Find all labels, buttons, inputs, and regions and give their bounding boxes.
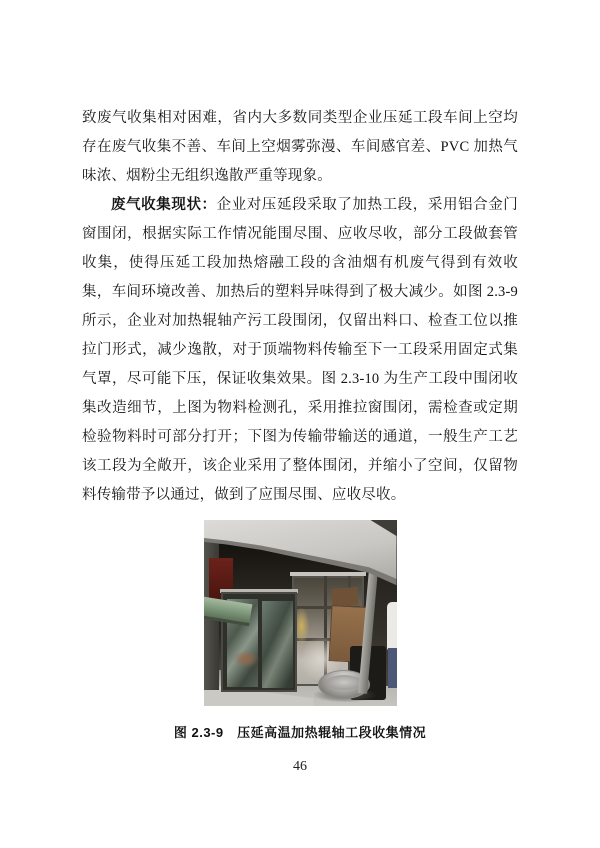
paragraph-waste-gas-problems: 致废气收集相对困难，省内大多数同类型企业压延工段车间上空均存在废气收集不善、车间上空烟雾弥漫、车间感官差、PVC 加热气味浓、烟粉尘无组织逸散严重等现象。 [82, 110, 518, 184]
photo-industrial-enclosure [204, 520, 397, 706]
photo-steel-bowl-inner [326, 675, 362, 690]
photo-cardboard-small [331, 587, 358, 607]
paragraph-body-text: 企业对压延段采取了加热工段，采用铝合金门窗围闭，根据实际工作情况能围尽围、应收尽收，部分工段做套管收集，使得压延工段加热熔融工段的含油烟有机废气得到有效收集，车间环境改善、加热后的塑料异味得到了极大减少。如图 2.3-9 所示，企业对加热辊轴产污工段围闭，仅留出料口、检查工位以推拉门形式，减少逸散，对于顶端物料传输至下一工段采用固定式集气罩，尽可能下压，保证收集效果。图 2.3-10 为生产工段中围闭收集改造细节，上图为物料检测孔，采用推拉窗围闭，需检查或定期检验物料时可部分打开；下图为传输带输送的通道，一般生产工艺该工段为全敞开，该企业采用了整体围闭，并缩小了空间，仅留物料传输带予以通过，做到了应围尽围、应收尽收。 [82, 197, 518, 503]
photo-door-reflection [232, 650, 260, 668]
page-number: 46 [293, 759, 307, 774]
figure-2-3-9 [0, 520, 600, 741]
photo-person-shirt [387, 602, 397, 650]
photo-person-pants [388, 648, 397, 688]
paragraph-collection-status [82, 191, 518, 510]
photo-door-glass-right [262, 601, 293, 688]
paragraph-lead-bold: 废气收集现状： [111, 197, 217, 213]
figure-caption: 图 2.3-9 压延高温加热辊轴工段收集情况 [173, 725, 427, 740]
